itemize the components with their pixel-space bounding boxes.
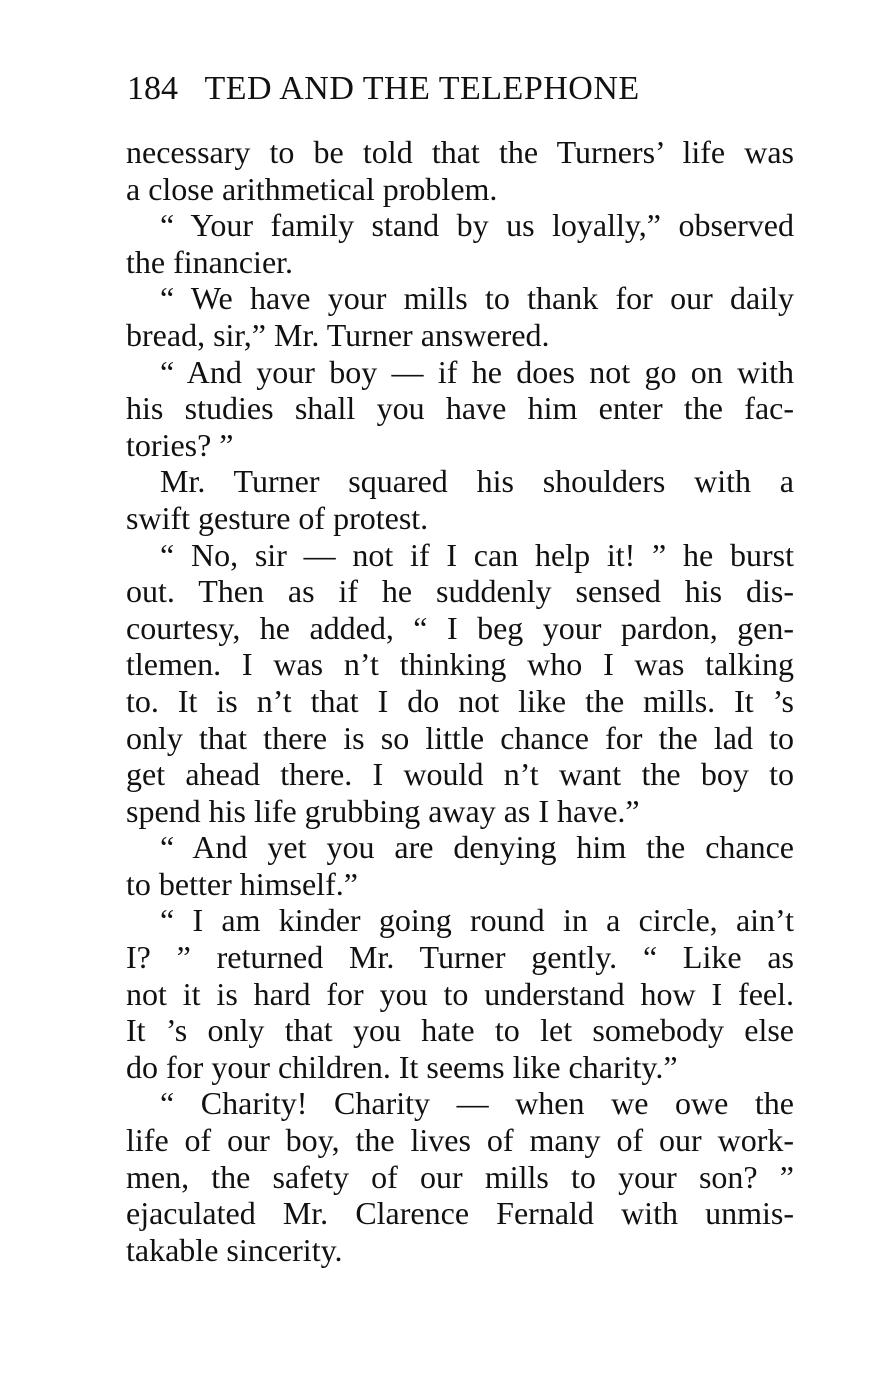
text-line: necessary to be told that the Turners’ life was xyxy=(126,134,794,170)
text-line: ejaculated Mr. Clarence Fernald with unmis- xyxy=(126,1195,794,1232)
text-line: spend his life grubbing away as I have.” xyxy=(126,792,640,829)
text-line: “ We have your mills to thank for our daily xyxy=(160,280,794,317)
text-line: men, the safety of our mills to your son? ” xyxy=(126,1158,794,1195)
page-number: 184 xyxy=(127,70,178,107)
text-line: bread, sir,” Mr. Turner answered. xyxy=(126,316,550,353)
body-text xyxy=(126,134,794,1268)
text-line: get ahead there. I would n’t want the boy to xyxy=(126,756,794,793)
text-line: to better himself.” xyxy=(126,865,358,902)
text-line: courtesy, he added, “ I beg your pardon, gen- xyxy=(126,609,794,646)
text-line: “ Your family stand by us loyally,” observed xyxy=(160,207,794,244)
text-line: “ No, sir — not if I can help it! ” he burst xyxy=(160,536,794,573)
text-line: “ And yet you are denying him the chance xyxy=(160,829,794,866)
text-line: to. It is n’t that I do not like the mills. It ’s xyxy=(126,682,794,719)
text-line: swift gesture of protest. xyxy=(126,499,429,536)
text-line: “ And your boy — if he does not go on with xyxy=(160,353,794,390)
text-line: takable sincerity. xyxy=(126,1231,343,1268)
text-line: a close arithmetical problem. xyxy=(126,170,498,207)
text-line: life of our boy, the lives of many of our work- xyxy=(126,1122,794,1159)
text-line: not it is hard for you to understand how I feel. xyxy=(126,975,794,1012)
text-line: Mr. Turner squared his shoulders with a xyxy=(160,463,794,500)
running-header xyxy=(127,64,797,114)
text-line: his studies shall you have him enter the fac- xyxy=(126,390,794,427)
text-line: “ Charity! Charity — when we owe the xyxy=(160,1085,794,1122)
text-line: It ’s only that you hate to let somebody else xyxy=(126,1012,794,1049)
text-line: out. Then as if he suddenly sensed his dis- xyxy=(126,573,794,610)
text-line: I? ” returned Mr. Turner gently. “ Like as xyxy=(126,939,794,976)
running-title: TED AND THE TELEPHONE xyxy=(204,70,640,107)
text-line: do for your children. It seems like charity.” xyxy=(126,1048,678,1085)
text-line: tories? ” xyxy=(126,426,234,463)
text-line: the financier. xyxy=(126,243,294,280)
text-line: only that there is so little chance for the lad to xyxy=(126,719,794,756)
text-line: tlemen. I was n’t thinking who I was talking xyxy=(126,646,794,683)
text-line: “ I am kinder going round in a circle, ain’t xyxy=(160,902,794,939)
